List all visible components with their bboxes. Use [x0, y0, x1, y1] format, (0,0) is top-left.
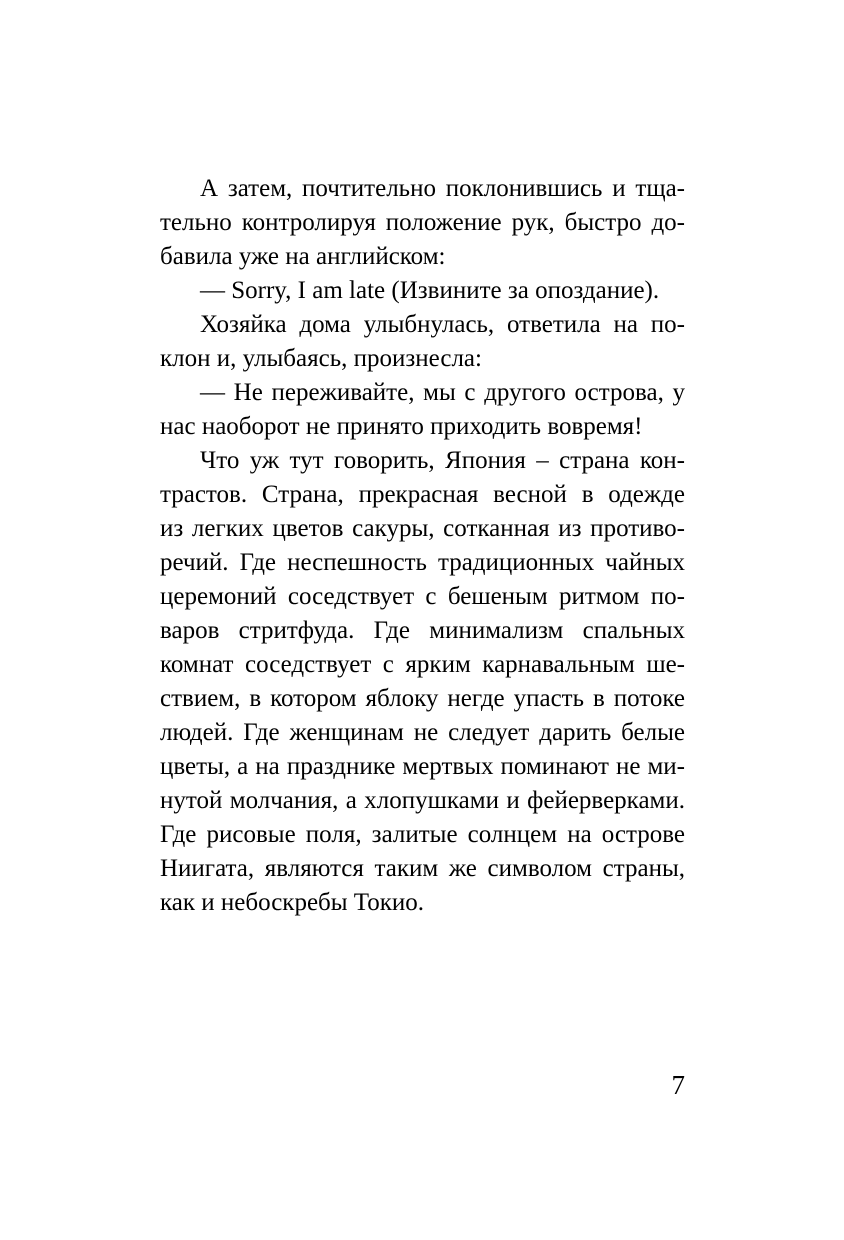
text-line: Что уж тут говорить, Япония – страна кон-: [200, 447, 685, 474]
text-line: церемоний соседствует с бешеным ритмом по-: [160, 583, 685, 610]
text-line: тельно контролируя положение рук, быстро до-: [160, 209, 685, 236]
text-line: нутой молчания, а хлопушками и фейерверками.: [160, 787, 685, 814]
text-line: речий. Где неспешность традиционных чайных: [160, 549, 685, 576]
text-line: комнат соседствует с ярким карнавальным ше-: [160, 651, 685, 678]
text-line: бавила уже на английском:: [160, 243, 446, 270]
text-line: цветы, а на празднике мертвых поминают не ми-: [160, 753, 685, 780]
text-line: Хозяйка дома улыбнулась, ответила на по-: [200, 311, 685, 338]
text-line: варов стритфуда. Где минимализм спальных: [160, 617, 685, 644]
text-line: ствием, в котором яблоку негде упасть в потоке: [160, 685, 685, 712]
text-line: людей. Где женщинам не следует дарить белые: [160, 719, 685, 746]
text-line: как и небоскребы Токио.: [160, 889, 424, 916]
text-line: клон и, улыбаясь, произнесла:: [160, 345, 482, 372]
text-line: трастов. Страна, прекрасная весной в одежде: [160, 481, 685, 508]
text-line: А затем, почтительно поклонившись и тща-: [200, 175, 685, 202]
text-line: Ниигата, являются таким же символом страны,: [160, 855, 685, 882]
text-line: из легких цветов сакуры, сотканная из противо-: [160, 515, 685, 542]
page-number: 7: [671, 1070, 685, 1100]
body-text: [160, 172, 685, 920]
text-line: нас наоборот не принято приходить вовремя!: [160, 413, 643, 440]
text-line: Где рисовые поля, залитые солнцем на острове: [160, 821, 685, 848]
text-line: — Sorry, I am late (Извините за опоздание).: [200, 277, 660, 304]
text-line: — Не переживайте, мы с другого острова, у: [200, 379, 685, 406]
